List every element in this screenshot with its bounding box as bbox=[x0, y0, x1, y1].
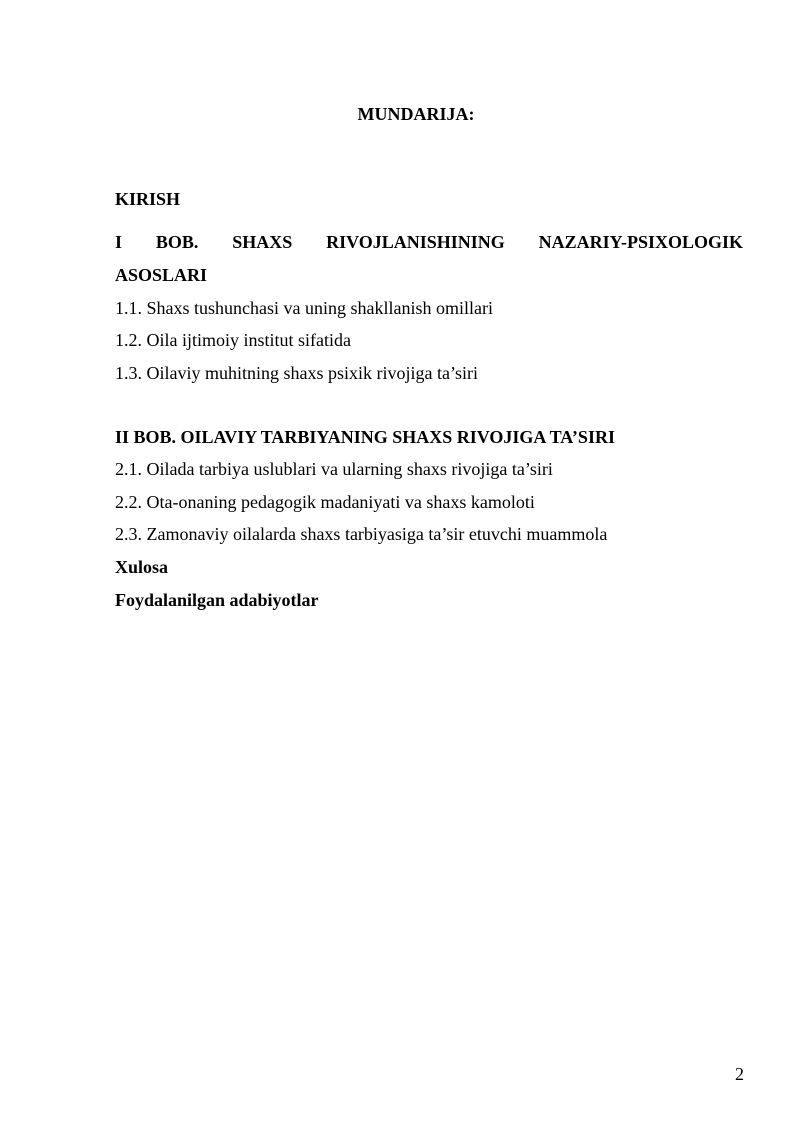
chapter-1-word: BOB. bbox=[155, 232, 199, 252]
toc-section-1-1: 1.1. Shaxs tushunchasi va uning shakllanish omillari bbox=[115, 298, 493, 318]
page-number: 2 bbox=[735, 1064, 744, 1084]
toc-section-2-2: 2.2. Ota-onaning pedagogik madaniyati va shaxs kamoloti bbox=[115, 492, 535, 512]
toc-section-2-1: 2.1. Oilada tarbiya uslublari va ularning shaxs rivojiga ta’siri bbox=[115, 459, 553, 479]
toc-chapter-1-heading bbox=[115, 230, 743, 254]
toc-section-1-2: 1.2. Oila ijtimoiy institut sifatida bbox=[115, 330, 351, 350]
toc-section-2-3: 2.3. Zamonaviy oilalarda shaxs tarbiyasiga ta’sir etuvchi muammola bbox=[115, 524, 608, 544]
page-title: MUNDARIJA: bbox=[357, 104, 475, 124]
chapter-1-word: I bbox=[115, 232, 123, 252]
chapter-1-word: SHAXS bbox=[232, 232, 293, 252]
toc-references: Foydalanilgan adabiyotlar bbox=[115, 590, 319, 610]
toc-chapter-1-heading-continuation: ASOSLARI bbox=[115, 265, 208, 285]
toc-conclusion: Xulosa bbox=[115, 557, 169, 577]
toc-section-1-3: 1.3. Oilaviy muhitning shaxs psixik rivojiga ta’siri bbox=[115, 363, 478, 383]
toc-chapter-2-heading: II BOB. OILAVIY TARBIYANING SHAXS RIVOJIGA TA’SIRI bbox=[115, 427, 615, 447]
chapter-1-word: RIVOJLANISHINING bbox=[326, 232, 505, 252]
chapter-1-word: NAZARIY-PSIXOLOGIK bbox=[538, 232, 743, 252]
toc-intro: KIRISH bbox=[115, 189, 181, 209]
